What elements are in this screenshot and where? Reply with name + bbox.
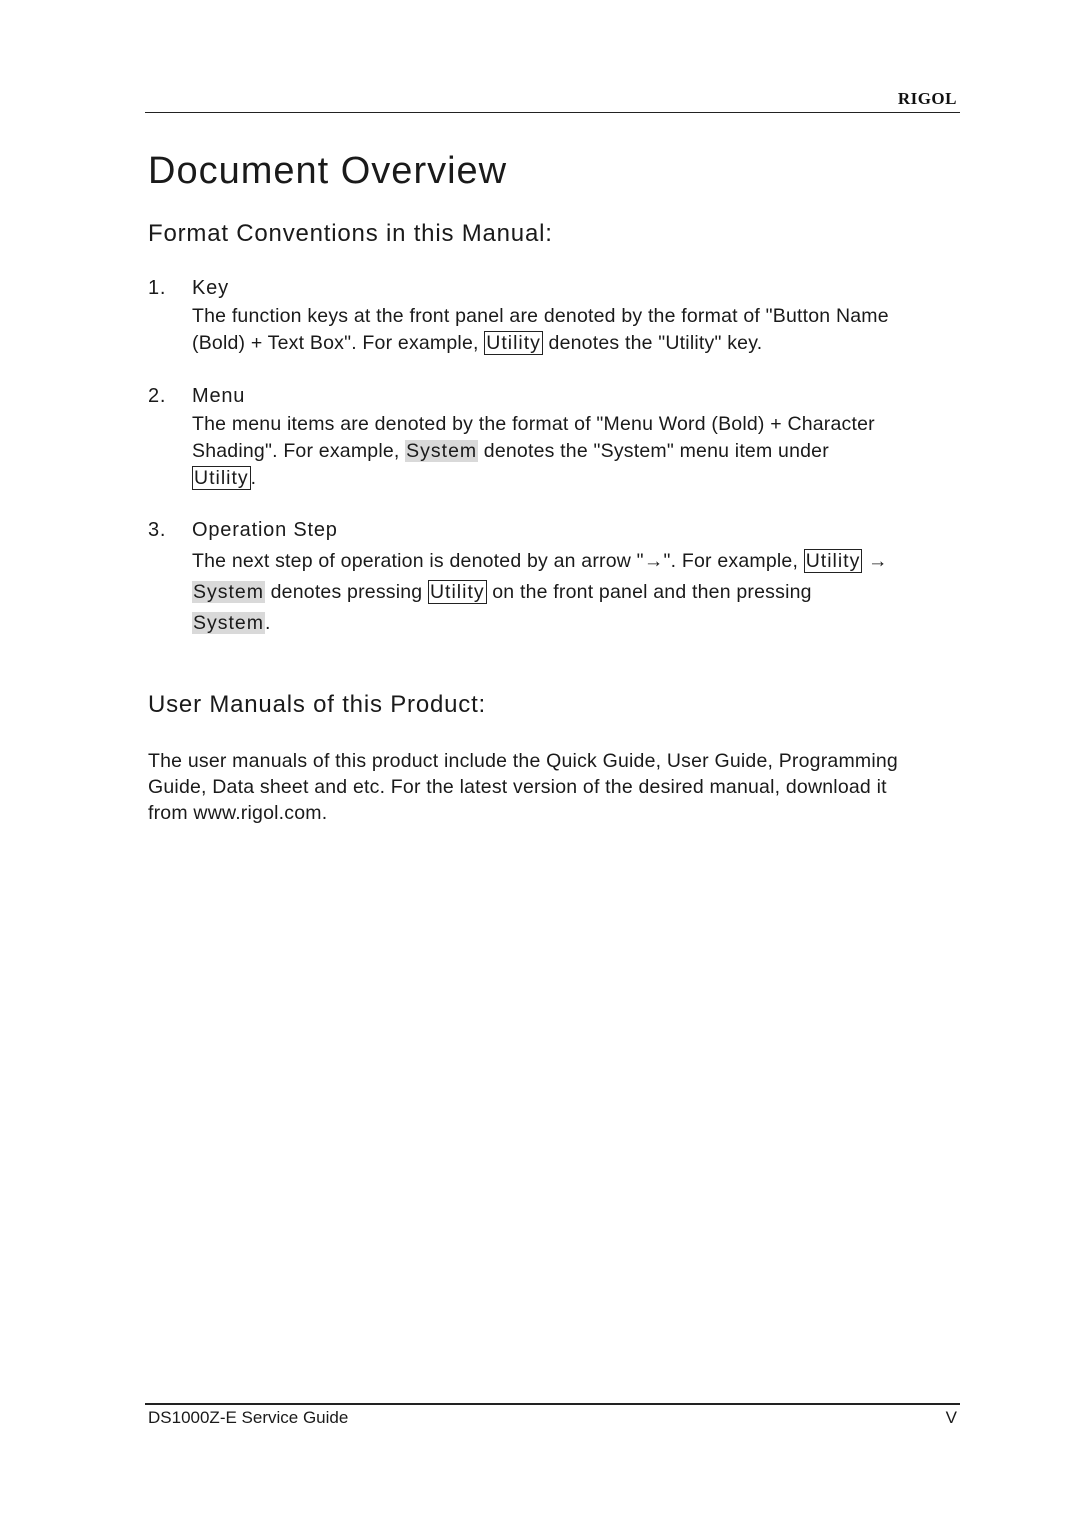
arrow-icon: → — [867, 550, 888, 572]
key-utility-box: Utility — [486, 332, 541, 354]
arrow-icon: → — [643, 550, 664, 572]
brand-logo: RIGOL — [897, 89, 957, 108]
body-line: Utility . — [194, 467, 257, 489]
body-line: The menu items are denoted by the format of "Menu Word (Bold) + Character — [192, 413, 875, 435]
footer-divider — [145, 1403, 960, 1405]
user-manuals-paragraph — [148, 748, 960, 826]
item-number: 3. — [148, 519, 167, 541]
key-utility-box: Utility — [429, 581, 485, 603]
item-body-menu — [192, 411, 962, 492]
key-utility-box: Utility — [194, 467, 249, 489]
body-line: The function keys at the front panel are denoted by the format of "Button Name — [192, 305, 889, 327]
paragraph-line: from www.rigol.com. — [148, 802, 328, 824]
item-number: 2. — [148, 385, 167, 407]
format-conventions-heading: Format Conventions in this Manual: — [148, 220, 553, 247]
user-manuals-heading: User Manuals of this Product: — [148, 691, 487, 718]
page-title: Document Overview — [148, 150, 508, 192]
item-title-operation-step: Operation Step — [192, 519, 338, 541]
key-utility-box: Utility — [805, 550, 861, 572]
menu-system-shading: System — [406, 440, 478, 462]
header-divider — [145, 112, 960, 113]
item-title-menu: Menu — [192, 385, 246, 407]
footer-page-number: V — [945, 1408, 957, 1427]
paragraph-line: The user manuals of this product include the Quick Guide, User Guide, Programming — [148, 750, 898, 772]
item-body-operation-step — [192, 546, 962, 639]
paragraph-line: Guide, Data sheet and etc. For the latest version of the desired manual, download it — [148, 776, 887, 798]
body-line: (Bold) + Text Box". For example, Utility denotes the "Utility" key. — [192, 332, 763, 354]
body-line: Shading". For example, System denotes the "System" menu item under — [192, 440, 829, 462]
menu-system-shading: System — [193, 612, 265, 634]
body-line: System. — [193, 612, 271, 634]
footer-doc-title: DS1000Z-E Service Guide — [148, 1408, 349, 1427]
body-line: System denotes pressing Utility on the front panel and then pressing — [193, 581, 812, 603]
item-body-key — [192, 303, 962, 357]
item-title-key: Key — [192, 277, 229, 299]
item-number: 1. — [148, 277, 167, 299]
body-line: The next step of operation is denoted by an arrow "→". For example, Utility → — [192, 550, 888, 572]
menu-system-shading: System — [193, 581, 265, 603]
